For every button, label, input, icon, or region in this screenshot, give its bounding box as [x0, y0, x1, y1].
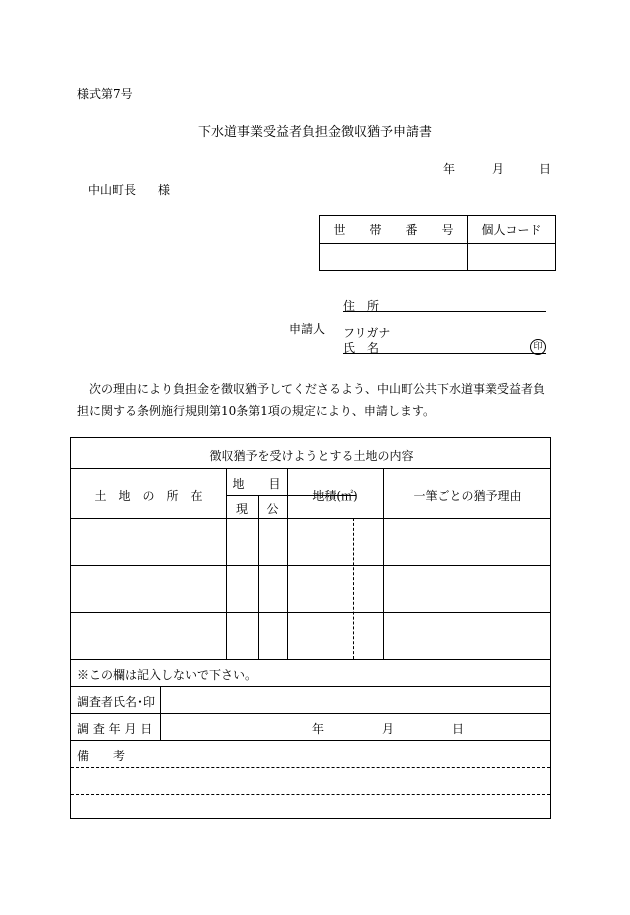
- land-row-2-location[interactable]: [71, 566, 226, 612]
- household-number-header: 世 帯 番 号: [320, 216, 468, 244]
- name-field[interactable]: [343, 339, 546, 354]
- land-row-1-location[interactable]: [71, 519, 226, 565]
- land-row-2-reason[interactable]: [384, 566, 552, 612]
- current-category-header: 現: [235, 502, 248, 516]
- land-table-caption: 徴収猶予を受けようとする土地の内容: [209, 449, 414, 463]
- land-row-1-reason[interactable]: [384, 519, 552, 565]
- date-year-label: 年: [443, 162, 456, 176]
- date-month-label: 月: [492, 162, 505, 176]
- name-label: 氏 名: [343, 341, 380, 355]
- address-field[interactable]: [343, 297, 546, 312]
- furigana-row: [343, 324, 546, 339]
- office-use-note: ※この欄は記入しないで下さい。: [77, 668, 258, 682]
- addressee: [88, 181, 170, 198]
- seal-mark-icon: 印: [530, 339, 546, 355]
- address-label: 住 所: [343, 299, 380, 313]
- area-header: 地積(㎡): [312, 489, 358, 503]
- survey-month-label: 月: [382, 722, 395, 736]
- location-header: 土 地 の 所 在: [94, 489, 203, 503]
- survey-date-label: 調 査 年 月 日: [77, 722, 153, 736]
- personal-code-field[interactable]: [468, 244, 556, 271]
- addressee-honorific: 様: [158, 183, 171, 197]
- survey-day-label: 日: [452, 722, 465, 736]
- addressee-name: 中山町長: [88, 183, 137, 197]
- land-row-3-reason[interactable]: [384, 613, 552, 659]
- reason-header: 一筆ごとの猶予理由: [413, 489, 522, 503]
- household-number-field[interactable]: [320, 244, 468, 271]
- date-day-label: 日: [539, 162, 552, 176]
- investigator-field[interactable]: [161, 687, 552, 713]
- furigana-label: フリガナ: [343, 326, 391, 340]
- application-statement: 次の理由により負担金を徴収猶予してくださるよう、中山町公共下水道事業受益者負担に関する条例施行規則第10条第1項の規定により、申請します。: [77, 382, 546, 418]
- land-row-3-location[interactable]: [71, 613, 226, 659]
- land-category-header: 地 目: [232, 477, 281, 491]
- form-number: 様式第7号: [77, 87, 133, 101]
- land-details-table: [70, 437, 551, 819]
- document-title: 下水道事業受益者負担金徴収猶予申請書: [197, 125, 432, 140]
- survey-year-label: 年: [312, 722, 325, 736]
- personal-code-header: 個人コード: [468, 216, 556, 244]
- investigator-label: 調査者氏名･印: [77, 695, 156, 709]
- applicant-label: 申請人: [289, 322, 326, 336]
- household-code-table: [319, 215, 556, 271]
- remarks-label: 備 考: [77, 749, 126, 763]
- official-category-header: 公: [266, 502, 279, 516]
